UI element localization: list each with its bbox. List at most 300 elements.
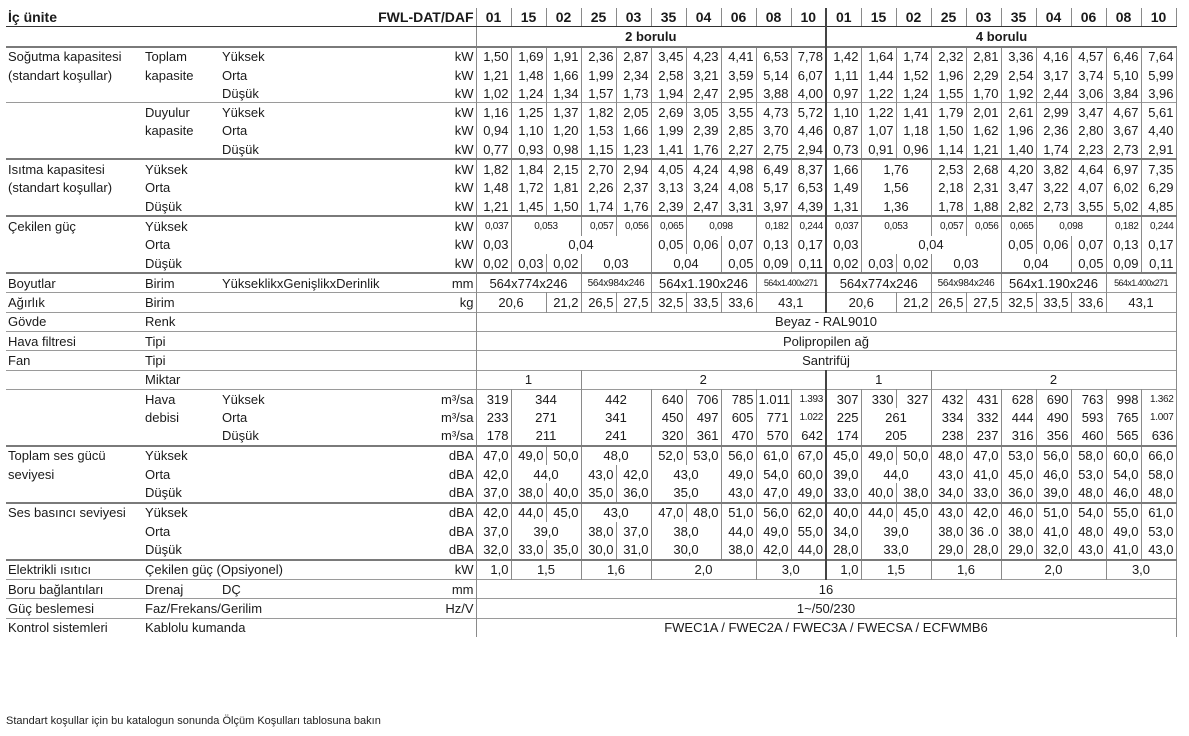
value-cell: 1,57 xyxy=(581,84,616,103)
row-level-label: Düşük xyxy=(222,85,259,101)
value-cell: 6,49 xyxy=(756,159,791,178)
value-cell: 40,0 xyxy=(546,483,581,502)
value-cell: 40,0 xyxy=(826,503,861,522)
value-cell: 41,0 xyxy=(966,465,1001,483)
row-level-label xyxy=(220,446,400,465)
value-cell: 33,6 xyxy=(721,293,756,312)
value-cell: 6,53 xyxy=(756,47,791,66)
model-code: 02 xyxy=(896,8,931,27)
value-cell: 450 xyxy=(651,408,686,426)
value-cell: 0,93 xyxy=(511,140,546,159)
value-cell: 33,6 xyxy=(1071,293,1106,312)
row-unit-label xyxy=(400,312,476,331)
value-cell: 43,0 xyxy=(931,503,966,522)
value-cell: 332 xyxy=(966,408,1001,426)
table-title: İç ünite xyxy=(6,8,143,27)
row-level-label: Yüksek xyxy=(220,103,400,122)
value-cell: 642 xyxy=(791,427,826,446)
value-cell: 3,21 xyxy=(686,66,721,84)
value-cell: 564x774x246 xyxy=(826,273,931,293)
value-cell: 43,0 xyxy=(721,483,756,502)
row-subcategory-label: Faz/Frekans/Gerilim xyxy=(143,599,220,618)
value-cell: 0,056 xyxy=(616,216,651,235)
value-cell: 48,0 xyxy=(931,446,966,465)
value-cell: 316 xyxy=(1001,427,1036,446)
row-subcategory-label: Hava xyxy=(143,389,220,408)
value-cell: 1.362 xyxy=(1141,389,1176,408)
value-cell: 2,70 xyxy=(581,159,616,178)
row-level-label xyxy=(220,332,400,351)
value-cell: 45,0 xyxy=(826,446,861,465)
row-category-label xyxy=(6,197,143,216)
value-cell: 1.011 xyxy=(756,389,791,408)
value-cell: 1,16 xyxy=(476,103,511,122)
model-code: 25 xyxy=(931,8,966,27)
value-cell: 32,0 xyxy=(1036,540,1071,559)
value-cell: 43,0 xyxy=(931,465,966,483)
value-cell: 42,0 xyxy=(476,503,511,522)
value-cell: 1.393 xyxy=(791,389,826,408)
value-cell: 3,82 xyxy=(1036,159,1071,178)
row-subcategory-label: Düşük xyxy=(145,198,182,214)
value-cell: 2,85 xyxy=(721,122,756,140)
value-cell: 2,75 xyxy=(756,140,791,159)
value-cell: 271 xyxy=(511,408,581,426)
value-cell: 3,59 xyxy=(721,66,756,84)
value-cell: 44,0 xyxy=(791,540,826,559)
row-subcategory-label: Drenaj xyxy=(143,579,220,598)
footnote: Standart koşullar için bu katalogun sonunda Ölçüm Koşulları tablosuna bakın xyxy=(6,715,381,727)
value-cell: 2,0 xyxy=(1001,560,1106,580)
value-cell: 45,0 xyxy=(1001,465,1036,483)
value-cell: 178 xyxy=(476,427,511,446)
value-cell: 0,03 xyxy=(476,236,511,254)
row-subcategory-label: Duyulur xyxy=(143,103,220,122)
value-cell: 33,0 xyxy=(511,540,546,559)
row-level-label xyxy=(220,179,400,197)
value-cell: 763 xyxy=(1071,389,1106,408)
value-cell: 341 xyxy=(581,408,651,426)
value-cell: 38,0 xyxy=(1001,522,1036,540)
row-category-label xyxy=(6,254,143,273)
value-cell: 7,78 xyxy=(791,47,826,66)
value-cell: 46,0 xyxy=(1036,465,1071,483)
value-cell: 1,64 xyxy=(861,47,896,66)
value-cell: 0,05 xyxy=(1071,254,1106,273)
row-category-label: Soğutma kapasitesi xyxy=(6,47,143,66)
value-cell: 1,31 xyxy=(826,197,861,216)
value-cell: 4,24 xyxy=(686,159,721,178)
row-category-label: Çekilen güç xyxy=(6,216,143,235)
value-cell: 53,0 xyxy=(1001,446,1036,465)
row-category-label: Boyutlar xyxy=(6,273,143,293)
value-cell: 5,99 xyxy=(1141,66,1176,84)
value-cell: 2,05 xyxy=(616,103,651,122)
value-cell: 1,15 xyxy=(581,140,616,159)
table-row xyxy=(6,293,1176,312)
value-cell: 241 xyxy=(581,427,651,446)
value-cell: 37,0 xyxy=(476,483,511,502)
value-cell: 4,23 xyxy=(686,47,721,66)
model-code: 08 xyxy=(1106,8,1141,27)
value-cell: 41,0 xyxy=(1036,522,1071,540)
value-cell: 0,098 xyxy=(1036,216,1106,235)
row-subcategory-label: Düşük xyxy=(145,255,182,271)
row-level-label xyxy=(220,540,400,559)
value-cell: 2,18 xyxy=(931,179,966,197)
row-unit-label: mm xyxy=(400,579,476,598)
value-cell: 0,07 xyxy=(1071,236,1106,254)
value-cell: 1,76 xyxy=(616,197,651,216)
value-cell: 432 xyxy=(931,389,966,408)
value-cell: 319 xyxy=(476,389,511,408)
row-subcategory-label: Yüksek xyxy=(143,159,220,178)
value-cell: 43,0 xyxy=(1071,540,1106,559)
value-cell: 35,0 xyxy=(546,540,581,559)
model-code: 15 xyxy=(511,8,546,27)
value-cell: 49,0 xyxy=(511,446,546,465)
table-row xyxy=(6,465,1176,483)
value-cell: 38,0 xyxy=(721,540,756,559)
row-category-label xyxy=(6,122,143,140)
value-cell: 2,61 xyxy=(1001,103,1036,122)
row-unit-label: dBA xyxy=(400,446,476,465)
value-cell: 47,0 xyxy=(476,446,511,465)
value-cell: 497 xyxy=(686,408,721,426)
value-cell: 48,0 xyxy=(1071,522,1106,540)
row-level-label xyxy=(220,312,400,331)
value-cell: 564x774x246 xyxy=(476,273,581,293)
value-cell: 4,20 xyxy=(1001,159,1036,178)
row-level-label xyxy=(220,216,400,235)
row-subcategory-label: kapasite xyxy=(145,123,194,139)
value-cell: 327 xyxy=(896,389,931,408)
value-cell: 1,99 xyxy=(581,66,616,84)
value-cell: 53,0 xyxy=(1071,465,1106,483)
value-cell: 39,0 xyxy=(1036,483,1071,502)
value-cell: 3,47 xyxy=(1001,179,1036,197)
value-cell: 2,23 xyxy=(1071,140,1106,159)
row-category-label xyxy=(6,103,143,122)
value-cell: 34,0 xyxy=(931,483,966,502)
value-cell: 320 xyxy=(651,427,686,446)
row-category-label xyxy=(6,408,143,426)
value-cell: 5,02 xyxy=(1106,197,1141,216)
value-cell: 1,96 xyxy=(931,66,966,84)
row-unit-label: kW xyxy=(454,198,474,214)
value-cell: 6,29 xyxy=(1141,179,1176,197)
row-level-label: Düşük xyxy=(222,428,259,444)
value-cell: 2,54 xyxy=(1001,66,1036,84)
value-cell: 45,0 xyxy=(896,503,931,522)
table-row xyxy=(6,427,1176,446)
value-cell: 6,46 xyxy=(1106,47,1141,66)
value-cell: 3,22 xyxy=(1036,179,1071,197)
value-cell: 205 xyxy=(861,427,931,446)
value-cell: 32,5 xyxy=(651,293,686,312)
row-category-label xyxy=(6,389,143,408)
value-cell: 3,24 xyxy=(686,179,721,197)
value-cell: 1.022 xyxy=(791,408,826,426)
value-cell: 2,87 xyxy=(616,47,651,66)
value-cell: 56,0 xyxy=(1036,446,1071,465)
row-category-label: (standart koşullar) xyxy=(8,67,113,83)
value-cell: 3,74 xyxy=(1071,66,1106,84)
row-category-label: Isıtma kapasitesi xyxy=(6,159,143,178)
model-code: 06 xyxy=(1071,8,1106,27)
row-level-label xyxy=(220,522,400,540)
value-cell: 43,0 xyxy=(1141,540,1176,559)
value-cell: 1,56 xyxy=(861,179,931,197)
value-cell: 0,182 xyxy=(756,216,791,235)
value-cell: 2,31 xyxy=(966,179,1001,197)
value-cell: 1,21 xyxy=(476,197,511,216)
value-cell: 0,04 xyxy=(511,236,651,254)
value-cell: 46,0 xyxy=(1106,483,1141,502)
value-cell: 490 xyxy=(1036,408,1071,426)
value-cell: 0,053 xyxy=(861,216,931,235)
value-cell: 0,17 xyxy=(791,236,826,254)
value-cell: 43,0 xyxy=(651,465,721,483)
value-cell: 1,07 xyxy=(861,122,896,140)
value-cell: 564x984x246 xyxy=(581,273,651,293)
value-cell: 1,79 xyxy=(931,103,966,122)
value-cell: 1,62 xyxy=(966,122,1001,140)
row-unit-label: mm xyxy=(400,273,476,293)
value-cell: 690 xyxy=(1036,389,1071,408)
value-cell: 2,94 xyxy=(791,140,826,159)
value-cell: 1,45 xyxy=(511,197,546,216)
value-cell: 0,09 xyxy=(1106,254,1141,273)
value-cell: 0,037 xyxy=(476,216,511,235)
value-cell: 2,27 xyxy=(721,140,756,159)
value-cell: 211 xyxy=(511,427,581,446)
row-unit-label: Hz/V xyxy=(400,599,476,618)
table-row xyxy=(6,159,1176,178)
value-cell: 55,0 xyxy=(1106,503,1141,522)
value-cell: 36,0 xyxy=(1001,483,1036,502)
value-cell: 4,05 xyxy=(651,159,686,178)
value-cell: 6,53 xyxy=(791,179,826,197)
value-cell: 2,36 xyxy=(581,47,616,66)
value-cell: 1,91 xyxy=(546,47,581,66)
value-cell: 0,05 xyxy=(651,236,686,254)
row-level-label xyxy=(220,618,400,637)
model-code: 10 xyxy=(1141,8,1176,27)
value-cell: 0,07 xyxy=(721,236,756,254)
value-cell: 0,04 xyxy=(1001,254,1071,273)
value-cell: 0,02 xyxy=(546,254,581,273)
value-cell: 0,87 xyxy=(826,122,861,140)
value-cell: 444 xyxy=(1001,408,1036,426)
value-cell: 1,55 xyxy=(931,84,966,103)
row-unit-label: kg xyxy=(400,293,476,312)
value-cell: 3,67 xyxy=(1106,122,1141,140)
row-level-label: YükseklikxGenişlikxDerinlik xyxy=(220,273,400,293)
value-cell: 3,55 xyxy=(721,103,756,122)
row-category-label xyxy=(6,522,143,540)
value-cell: 39,0 xyxy=(861,522,931,540)
row-unit-label: kW xyxy=(454,123,474,139)
value-cell: 5,14 xyxy=(756,66,791,84)
value-cell: 7,64 xyxy=(1141,47,1176,66)
table-row xyxy=(6,618,1176,637)
row-level-label xyxy=(220,351,400,370)
value-cell: 42,0 xyxy=(966,503,1001,522)
value-cell: 0,244 xyxy=(1141,216,1176,235)
value-cell: 2,26 xyxy=(581,179,616,197)
value-cell: 1 xyxy=(826,370,931,389)
value-cell: 233 xyxy=(476,408,511,426)
value-cell: 0,02 xyxy=(476,254,511,273)
value-cell: 47,0 xyxy=(966,446,1001,465)
four-pipe-label: 4 borulu xyxy=(826,27,1176,47)
table-row xyxy=(6,216,1176,235)
row-category-label: Ses basıncı seviyesi xyxy=(6,503,143,522)
value-cell: 564x1.400x271 xyxy=(756,273,826,293)
value-cell: 1,74 xyxy=(581,197,616,216)
value-cell: 261 xyxy=(861,408,931,426)
row-unit-label: kW xyxy=(400,103,476,122)
value-cell: 0,057 xyxy=(581,216,616,235)
row-unit-label: kW xyxy=(400,47,476,66)
value-cell: 2,44 xyxy=(1036,84,1071,103)
value-cell: Polipropilen ağ xyxy=(476,332,1176,351)
value-cell: 0,91 xyxy=(861,140,896,159)
value-cell: 0,04 xyxy=(651,254,721,273)
row-level-label xyxy=(220,293,400,312)
value-cell: 60,0 xyxy=(791,465,826,483)
value-cell: 26,5 xyxy=(931,293,966,312)
table-row xyxy=(6,370,1176,389)
model-code: 02 xyxy=(546,8,581,27)
value-cell: 765 xyxy=(1106,408,1141,426)
value-cell: 1,41 xyxy=(651,140,686,159)
value-cell: 33,0 xyxy=(966,483,1001,502)
row-subcategory-label: Çekilen güç (Opsiyonel) xyxy=(143,560,220,580)
value-cell: 593 xyxy=(1071,408,1106,426)
value-cell: 4,73 xyxy=(756,103,791,122)
value-cell: 49,0 xyxy=(1106,522,1141,540)
value-cell: 27,5 xyxy=(966,293,1001,312)
value-cell: 3,97 xyxy=(756,197,791,216)
value-cell: 3,0 xyxy=(1106,560,1176,580)
row-category-label: Toplam ses gücü xyxy=(6,446,143,465)
value-cell: 1,0 xyxy=(476,560,511,580)
value-cell: 1,94 xyxy=(651,84,686,103)
row-level-label: DÇ xyxy=(220,579,400,598)
value-cell: 42,0 xyxy=(476,465,511,483)
row-unit-label: dBA xyxy=(448,485,474,501)
table-row xyxy=(6,599,1176,618)
value-cell: 28,0 xyxy=(966,540,1001,559)
value-cell: 1,0 xyxy=(826,560,861,580)
value-cell: 4,41 xyxy=(721,47,756,66)
table-row xyxy=(6,140,1176,159)
value-cell: 0,03 xyxy=(581,254,651,273)
table-row xyxy=(6,579,1176,598)
value-cell: 3,05 xyxy=(686,103,721,122)
value-cell: 46,0 xyxy=(1001,503,1036,522)
value-cell: 2,69 xyxy=(651,103,686,122)
value-cell: 37,0 xyxy=(476,522,511,540)
row-subcategory-label: Orta xyxy=(145,523,171,539)
table-row xyxy=(6,503,1176,522)
value-cell: 42,0 xyxy=(756,540,791,559)
value-cell: 28,0 xyxy=(826,540,861,559)
value-cell: 38,0 xyxy=(581,522,616,540)
value-cell: 0,03 xyxy=(511,254,546,273)
value-cell: 0,06 xyxy=(686,236,721,254)
row-unit-label: dBA xyxy=(400,503,476,522)
model-code: 03 xyxy=(616,8,651,27)
table-row xyxy=(6,483,1176,502)
value-cell: 0,244 xyxy=(791,216,826,235)
value-cell: 1,34 xyxy=(546,84,581,103)
table-row xyxy=(6,236,1176,254)
model-code: 35 xyxy=(1001,8,1036,27)
value-cell: 0,04 xyxy=(861,236,1001,254)
value-cell: 2,81 xyxy=(966,47,1001,66)
row-subcategory-label: Miktar xyxy=(143,370,220,389)
value-cell: 66,0 xyxy=(1141,446,1176,465)
row-subcategory-label: Kablolu kumanda xyxy=(143,618,220,637)
value-cell: 0,057 xyxy=(931,216,966,235)
value-cell: 1,6 xyxy=(581,560,651,580)
value-cell: 0,03 xyxy=(826,236,861,254)
value-cell: 5,17 xyxy=(756,179,791,197)
row-category-label: Ağırlık xyxy=(6,293,143,312)
row-subcategory-label: Yüksek xyxy=(143,446,220,465)
value-cell: 1,72 xyxy=(511,179,546,197)
row-level-label xyxy=(220,236,400,254)
value-cell: 1,14 xyxy=(931,140,966,159)
value-cell: 431 xyxy=(966,389,1001,408)
value-cell: 1,37 xyxy=(546,103,581,122)
value-cell: 2,73 xyxy=(1106,140,1141,159)
value-cell: 7,35 xyxy=(1141,159,1176,178)
value-cell: 361 xyxy=(686,427,721,446)
value-cell: 356 xyxy=(1036,427,1071,446)
value-cell: 0,73 xyxy=(826,140,861,159)
value-cell: 570 xyxy=(756,427,791,446)
value-cell: 33,5 xyxy=(686,293,721,312)
value-cell: 1,88 xyxy=(966,197,1001,216)
value-cell: 0,03 xyxy=(861,254,896,273)
value-cell: 35,0 xyxy=(651,483,721,502)
value-cell: 2,47 xyxy=(686,84,721,103)
row-level-label xyxy=(220,503,400,522)
row-level-label xyxy=(220,159,400,178)
value-cell: 1,66 xyxy=(546,66,581,84)
value-cell: 330 xyxy=(861,389,896,408)
value-cell: 37,0 xyxy=(616,522,651,540)
model-code: 10 xyxy=(791,8,826,27)
value-cell: 1,11 xyxy=(826,66,861,84)
value-cell: 43,0 xyxy=(581,503,651,522)
value-cell: 1,69 xyxy=(511,47,546,66)
row-subcategory-label: Birim xyxy=(143,273,220,293)
row-category-label: Fan xyxy=(6,351,143,370)
table-row xyxy=(6,122,1176,140)
value-cell: 0,182 xyxy=(1106,216,1141,235)
value-cell: 6,97 xyxy=(1106,159,1141,178)
table-row xyxy=(6,522,1176,540)
value-cell: 1,50 xyxy=(546,197,581,216)
row-unit-label: dBA xyxy=(448,466,474,482)
value-cell: 2,29 xyxy=(966,66,1001,84)
value-cell: 344 xyxy=(511,389,581,408)
